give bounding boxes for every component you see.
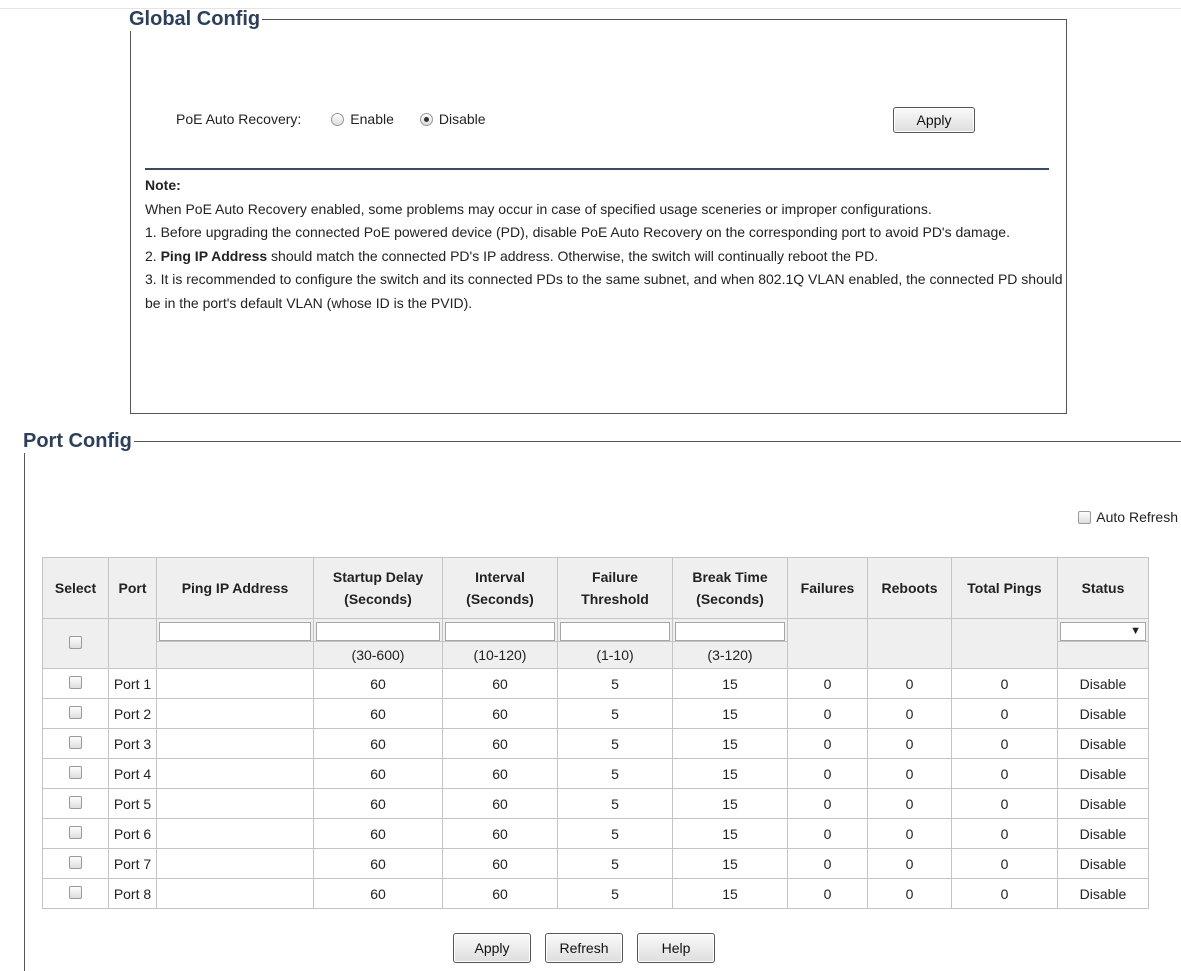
table-row <box>43 759 1149 789</box>
note-block <box>145 174 1065 316</box>
note-item-2-prefix: 2. <box>145 247 161 264</box>
col-break-time-line1: Break Time <box>692 569 768 585</box>
col-failure-threshold-line1: Failure <box>592 569 638 585</box>
select-cell <box>43 759 109 789</box>
port-cell: Port 5 <box>109 789 157 819</box>
interval-cell: 60 <box>443 879 558 909</box>
col-break-time <box>673 558 788 619</box>
col-failure-threshold-line2: Threshold <box>581 591 649 607</box>
port-cell: Port 6 <box>109 819 157 849</box>
table-header-row <box>43 558 1149 619</box>
range-failure-threshold: (1-10) <box>558 642 673 669</box>
batch-total-pings-cell <box>952 619 1058 669</box>
row-select-checkbox[interactable] <box>69 676 82 689</box>
col-interval <box>443 558 558 619</box>
reboots-cell: 0 <box>868 669 952 699</box>
port-cell: Port 3 <box>109 729 157 759</box>
table-row <box>43 789 1149 819</box>
row-select-checkbox[interactable] <box>69 796 82 809</box>
total-pings-cell: 0 <box>952 819 1058 849</box>
auto-refresh-option[interactable] <box>1078 509 1178 525</box>
total-pings-cell: 0 <box>952 699 1058 729</box>
select-cell <box>43 699 109 729</box>
total-pings-cell: 0 <box>952 669 1058 699</box>
col-startup-delay <box>314 558 443 619</box>
col-ping-ip: Ping IP Address <box>157 558 314 619</box>
reboots-cell: 0 <box>868 729 952 759</box>
status-cell: Disable <box>1058 819 1149 849</box>
failure-threshold-cell: 5 <box>558 699 673 729</box>
port-cell: Port 1 <box>109 669 157 699</box>
col-break-time-line2: (Seconds) <box>696 591 764 607</box>
col-select: Select <box>43 558 109 619</box>
break-time-cell: 15 <box>673 699 788 729</box>
select-cell <box>43 819 109 849</box>
batch-failures-cell <box>788 619 868 669</box>
failure-threshold-cell: 5 <box>558 789 673 819</box>
total-pings-cell: 0 <box>952 849 1058 879</box>
port-cell: Port 2 <box>109 699 157 729</box>
reboots-cell: 0 <box>868 759 952 789</box>
ping-ip-cell <box>157 669 314 699</box>
startup-delay-cell: 60 <box>314 879 443 909</box>
row-select-checkbox[interactable] <box>69 826 82 839</box>
row-select-checkbox[interactable] <box>69 706 82 719</box>
disable-radio-option[interactable] <box>420 111 486 127</box>
interval-cell: 60 <box>443 789 558 819</box>
failure-threshold-cell: 5 <box>558 879 673 909</box>
batch-ping-ip-input[interactable] <box>159 622 311 641</box>
col-failures: Failures <box>788 558 868 619</box>
poe-auto-recovery-row <box>176 109 512 129</box>
refresh-button[interactable]: Refresh <box>545 933 623 963</box>
range-status <box>1058 642 1149 669</box>
interval-cell: 60 <box>443 849 558 879</box>
disable-radio-label: Disable <box>438 111 486 127</box>
failures-cell: 0 <box>788 669 868 699</box>
failure-threshold-cell: 5 <box>558 849 673 879</box>
port-cell: Port 7 <box>109 849 157 879</box>
auto-refresh-label: Auto Refresh <box>1096 509 1178 525</box>
startup-delay-cell: 60 <box>314 819 443 849</box>
col-status: Status <box>1058 558 1149 619</box>
failure-threshold-cell: 5 <box>558 729 673 759</box>
break-time-cell: 15 <box>673 759 788 789</box>
enable-radio-option[interactable] <box>331 111 394 127</box>
help-button[interactable]: Help <box>637 933 715 963</box>
startup-delay-cell: 60 <box>314 669 443 699</box>
select-cell <box>43 789 109 819</box>
ping-ip-cell <box>157 759 314 789</box>
failure-threshold-cell: 5 <box>558 819 673 849</box>
total-pings-cell: 0 <box>952 759 1058 789</box>
ping-ip-cell <box>157 789 314 819</box>
range-break-time: (3-120) <box>673 642 788 669</box>
note-item-2 <box>145 245 1065 269</box>
startup-delay-cell: 60 <box>314 849 443 879</box>
status-cell: Disable <box>1058 759 1149 789</box>
ping-ip-cell <box>157 729 314 759</box>
reboots-cell: 0 <box>868 789 952 819</box>
startup-delay-cell: 60 <box>314 789 443 819</box>
row-select-checkbox[interactable] <box>69 886 82 899</box>
col-reboots: Reboots <box>868 558 952 619</box>
table-row <box>43 819 1149 849</box>
table-row <box>43 729 1149 759</box>
col-port: Port <box>109 558 157 619</box>
note-item-2-bold: Ping IP Address <box>160 247 268 264</box>
bottom-button-bar <box>453 933 729 963</box>
total-pings-cell: 0 <box>952 879 1058 909</box>
select-cell <box>43 669 109 699</box>
failure-threshold-cell: 5 <box>558 759 673 789</box>
table-row <box>43 669 1149 699</box>
status-cell: Disable <box>1058 669 1149 699</box>
ping-ip-cell <box>157 849 314 879</box>
select-all-checkbox[interactable] <box>69 636 82 649</box>
table-row <box>43 879 1149 909</box>
failures-cell: 0 <box>788 819 868 849</box>
break-time-cell: 15 <box>673 729 788 759</box>
startup-delay-cell: 60 <box>314 729 443 759</box>
batch-break-time-input[interactable] <box>675 622 785 641</box>
col-startup-delay-line1: Startup Delay <box>332 569 424 585</box>
ping-ip-cell <box>157 699 314 729</box>
disable-radio[interactable] <box>420 113 433 126</box>
table-row <box>43 849 1149 879</box>
batch-status-cell <box>1058 619 1149 642</box>
failure-threshold-cell: 5 <box>558 669 673 699</box>
row-select-checkbox[interactable] <box>69 766 82 779</box>
ping-ip-cell <box>157 879 314 909</box>
note-item-2-rest: should match the connected PD's IP address. Otherwise, the switch will continually reboot the PD. <box>267 247 879 264</box>
status-cell: Disable <box>1058 879 1149 909</box>
batch-startup-delay-cell <box>314 619 443 642</box>
select-cell <box>43 879 109 909</box>
range-interval: (10-120) <box>443 642 558 669</box>
batch-input-row <box>43 619 1149 642</box>
global-config-legend: Global Config <box>129 8 261 30</box>
col-total-pings: Total Pings <box>952 558 1058 619</box>
batch-startup-delay-input[interactable] <box>316 622 440 641</box>
failures-cell: 0 <box>788 699 868 729</box>
break-time-cell: 15 <box>673 669 788 699</box>
break-time-cell: 15 <box>673 879 788 909</box>
port-config-panel <box>24 430 1181 971</box>
break-time-cell: 15 <box>673 849 788 879</box>
status-cell: Disable <box>1058 849 1149 879</box>
port-config-table <box>42 557 1149 909</box>
break-time-cell: 15 <box>673 789 788 819</box>
range-ping-ip <box>157 642 314 669</box>
ping-ip-cell <box>157 819 314 849</box>
failures-cell: 0 <box>788 729 868 759</box>
batch-failure-threshold-input[interactable] <box>560 622 670 641</box>
failures-cell: 0 <box>788 849 868 879</box>
batch-interval-cell <box>443 619 558 642</box>
auto-refresh-checkbox[interactable] <box>1078 511 1091 524</box>
batch-port-cell <box>109 619 157 669</box>
interval-cell: 60 <box>443 699 558 729</box>
interval-cell: 60 <box>443 729 558 759</box>
reboots-cell: 0 <box>868 699 952 729</box>
reboots-cell: 0 <box>868 819 952 849</box>
total-pings-cell: 0 <box>952 789 1058 819</box>
global-apply-button[interactable]: Apply <box>893 107 975 133</box>
status-cell: Disable <box>1058 729 1149 759</box>
enable-radio-label: Enable <box>350 111 394 127</box>
failures-cell: 0 <box>788 789 868 819</box>
select-cell <box>43 849 109 879</box>
batch-failure-threshold-cell <box>558 619 673 642</box>
global-config-panel <box>130 8 1067 414</box>
startup-delay-cell: 60 <box>314 759 443 789</box>
failures-cell: 0 <box>788 759 868 789</box>
note-title: Note: <box>145 177 181 193</box>
reboots-cell: 0 <box>868 879 952 909</box>
note-item-1: 1. Before upgrading the connected PoE powered device (PD), disable PoE Auto Recovery on the corresponding port to avoid PD's damage. <box>145 224 1010 241</box>
port-apply-button[interactable]: Apply <box>453 933 531 963</box>
break-time-cell: 15 <box>673 819 788 849</box>
enable-radio[interactable] <box>331 113 344 126</box>
status-select[interactable] <box>1060 622 1146 641</box>
batch-reboots-cell <box>868 619 952 669</box>
interval-cell: 60 <box>443 819 558 849</box>
note-intro: When PoE Auto Recovery enabled, some problems may occur in case of specified usage sceneries or improper configurations. <box>145 200 932 217</box>
batch-ping-ip-cell <box>157 619 314 642</box>
col-failure-threshold <box>558 558 673 619</box>
total-pings-cell: 0 <box>952 729 1058 759</box>
status-cell: Disable <box>1058 789 1149 819</box>
interval-cell: 60 <box>443 759 558 789</box>
dropdown-arrow-icon: ▼ <box>1130 624 1141 637</box>
col-interval-line1: Interval <box>475 569 525 585</box>
port-config-legend: Port Config <box>23 430 132 452</box>
reboots-cell: 0 <box>868 849 952 879</box>
row-select-checkbox[interactable] <box>69 736 82 749</box>
port-cell: Port 8 <box>109 879 157 909</box>
select-all-cell <box>43 619 109 669</box>
poe-auto-recovery-label: PoE Auto Recovery: <box>176 111 302 127</box>
batch-break-time-cell <box>673 619 788 642</box>
select-cell <box>43 729 109 759</box>
interval-cell: 60 <box>443 669 558 699</box>
col-interval-line2: (Seconds) <box>466 591 534 607</box>
note-item-3: 3. It is recommended to configure the switch and its connected PDs to the same subnet, and when 802.1Q VLAN enabled, the connected PD should be in the port's default VLAN (whose ID is the PVID). <box>145 271 1063 311</box>
startup-delay-cell: 60 <box>314 699 443 729</box>
col-startup-delay-line2: (Seconds) <box>344 591 412 607</box>
batch-interval-input[interactable] <box>445 622 555 641</box>
failures-cell: 0 <box>788 879 868 909</box>
range-startup-delay: (30-600) <box>314 642 443 669</box>
status-cell: Disable <box>1058 699 1149 729</box>
note-divider <box>145 168 1049 170</box>
table-row <box>43 699 1149 729</box>
row-select-checkbox[interactable] <box>69 856 82 869</box>
port-cell: Port 4 <box>109 759 157 789</box>
